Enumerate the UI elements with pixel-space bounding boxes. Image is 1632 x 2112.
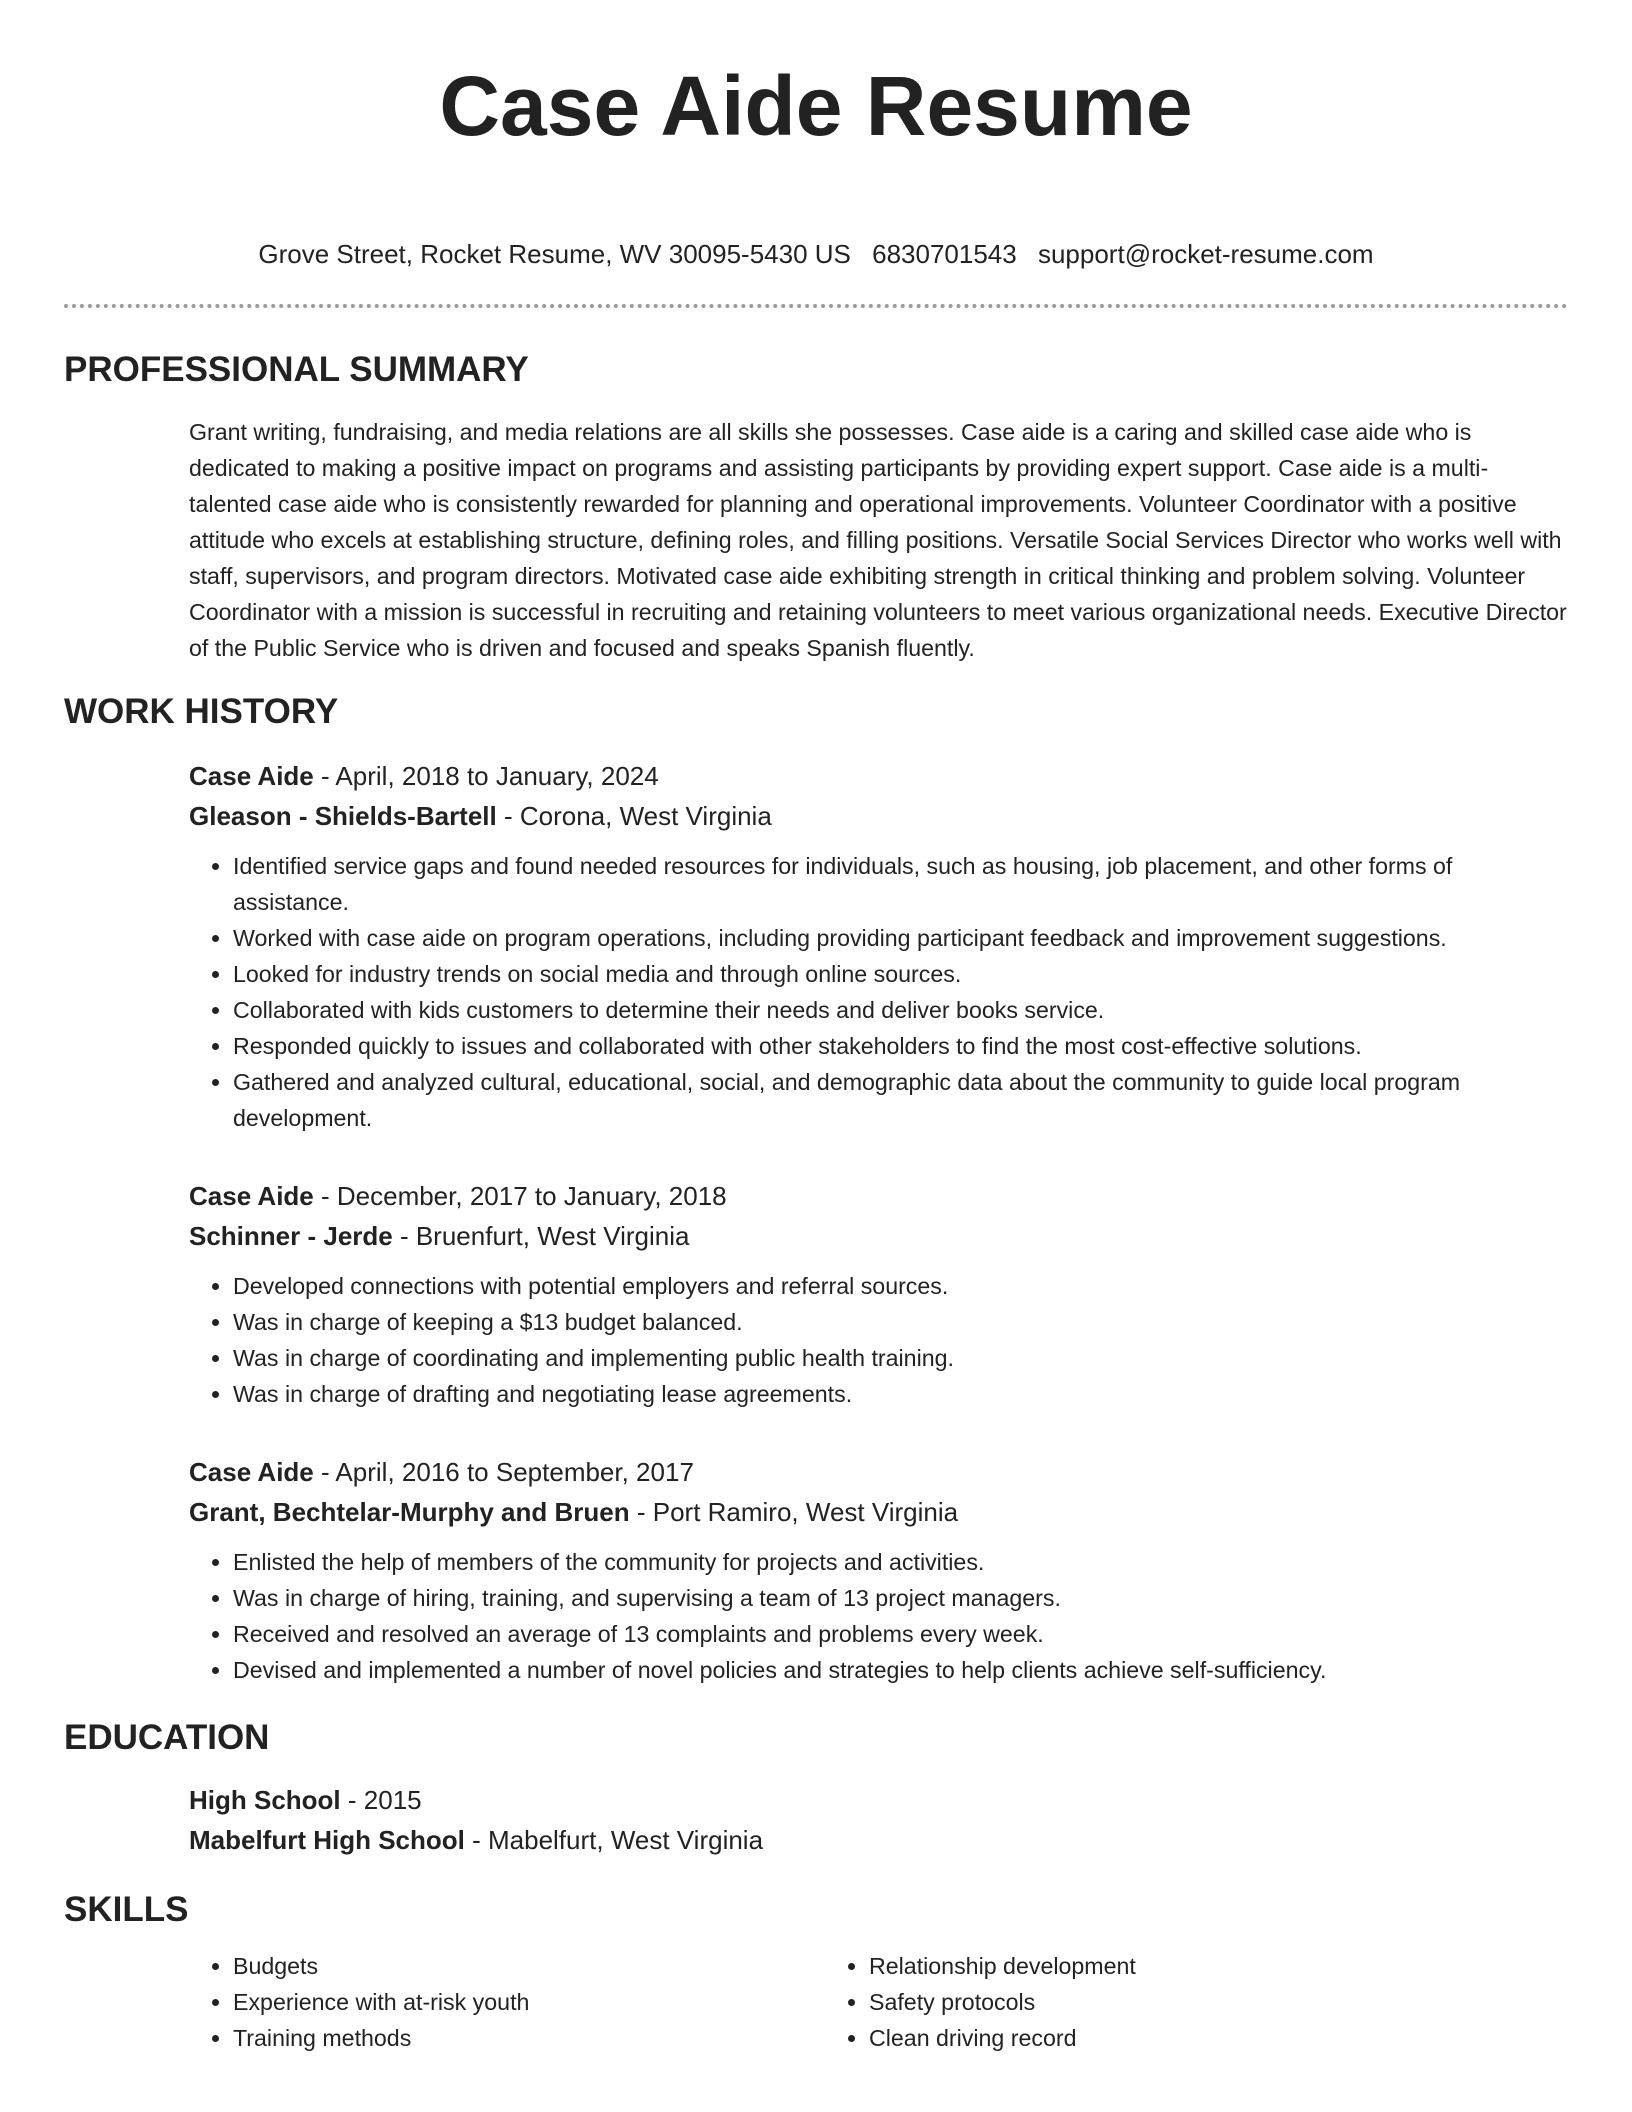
section-title-education: EDUCATION — [64, 1718, 270, 1757]
education-school-line — [189, 1820, 1568, 1860]
job-bullet: • Gathered and analyzed cultural, educational, social, and demographic data about the community to guide local program development. — [233, 1064, 1568, 1136]
job-dates: - December, 2017 to January, 2018 — [313, 1181, 727, 1211]
job-company: Grant, Bechtelar-Murphy and Bruen — [189, 1497, 630, 1527]
education-entry — [189, 1780, 1568, 1860]
job-company-line — [189, 796, 1568, 836]
job-company: Gleason - Shields-Bartell — [189, 801, 497, 831]
job-title: Case Aide — [189, 1457, 314, 1487]
job-dates: - April, 2016 to September, 2017 — [313, 1457, 694, 1487]
job-entry — [189, 756, 1568, 1136]
resume-name: Case Aide Resume — [439, 59, 1193, 153]
summary-text: Grant writing, fundraising, and media relations are all skills she possesses. Case aide is a caring and skilled case aide who is dedicated to making a positive impact on programs and assisting participants by providing expert support. Case aide is a multi-talented case aide who is consistently rewarded for planning and operational improvements. Volunteer Coordinator with a positive attitude who excels at establishing structure, defining roles, and filling positions. Versatile Social Services Director who works well with staff, supervisors, and program directors. Motivated case aide exhibiting strength in critical thinking and problem solving. Volunteer Coordinator with a mission is successful in recruiting and retaining volunteers to meet various organizational needs. Executive Director of the Public Service who is driven and focused and speaks Spanish fluently. — [189, 419, 1567, 661]
job-bullet: • Was in charge of coordinating and implementing public health training. — [233, 1340, 1568, 1376]
job-bullet: • Collaborated with kids customers to determine their needs and deliver books service. — [233, 992, 1568, 1028]
job-title-line — [189, 1452, 1568, 1492]
skill-item: • Safety protocols — [869, 1984, 1465, 2020]
job-bullet: • Responded quickly to issues and collaborated with other stakeholders to find the most cost-effective solutions. — [233, 1028, 1568, 1064]
job-title: Case Aide — [189, 1181, 314, 1211]
skill-item: • Experience with at-risk youth — [233, 1984, 825, 2020]
job-bullet: • Devised and implemented a number of novel policies and strategies to help clients achieve self-sufficiency. — [233, 1652, 1568, 1688]
skill-item: • Training methods — [233, 2020, 825, 2056]
job-location: - Bruenfurt, West Virginia — [392, 1221, 690, 1251]
job-company-line — [189, 1216, 1568, 1256]
contact-phone: 6830701543 — [872, 239, 1017, 269]
job-bullets — [189, 1544, 1568, 1688]
skill-item: • Budgets — [233, 1948, 825, 1984]
job-bullet: • Was in charge of hiring, training, and supervising a team of 13 project managers. — [233, 1580, 1568, 1616]
job-bullet: • Enlisted the help of members of the community for projects and activities. — [233, 1544, 1568, 1580]
job-location: - Corona, West Virginia — [496, 801, 772, 831]
job-title-line — [189, 1176, 1568, 1216]
education-degree-line — [189, 1780, 1568, 1820]
job-title-line — [189, 756, 1568, 796]
header-divider — [64, 304, 1568, 308]
skill-item: • Clean driving record — [869, 2020, 1465, 2056]
job-bullet: • Identified service gaps and found needed resources for individuals, such as housing, job placement, and other forms of assistance. — [233, 848, 1568, 920]
skills-list — [189, 1948, 1568, 2056]
job-bullet: • Was in charge of drafting and negotiating lease agreements. — [233, 1376, 1568, 1412]
education-school: Mabelfurt High School — [189, 1825, 465, 1855]
job-bullet: • Received and resolved an average of 13 complaints and problems every week. — [233, 1616, 1568, 1652]
section-title-skills: SKILLS — [64, 1890, 189, 1929]
job-bullets — [189, 1268, 1568, 1412]
job-bullet: • Developed connections with potential employers and referral sources. — [233, 1268, 1568, 1304]
contact-line — [64, 236, 1568, 272]
job-entry — [189, 1176, 1568, 1412]
work-history — [189, 756, 1568, 1688]
job-company: Schinner - Jerde — [189, 1221, 393, 1251]
job-location: - Port Ramiro, West Virginia — [629, 1497, 959, 1527]
job-company-line — [189, 1492, 1568, 1532]
job-title: Case Aide — [189, 761, 314, 791]
education-degree: High School — [189, 1785, 341, 1815]
section-title-work-history: WORK HISTORY — [64, 692, 339, 731]
contact-email: support@rocket-resume.com — [1037, 239, 1374, 269]
job-entry — [189, 1452, 1568, 1688]
education-year: - 2015 — [340, 1785, 422, 1815]
contact-address: Grove Street, Rocket Resume, WV 30095-5430 US — [258, 239, 851, 269]
section-title-summary: PROFESSIONAL SUMMARY — [64, 350, 529, 389]
education-location: - Mabelfurt, West Virginia — [464, 1825, 764, 1855]
skills-column-left — [189, 1948, 825, 2056]
job-bullet: • Looked for industry trends on social media and through online sources. — [233, 956, 1568, 992]
job-bullet: • Worked with case aide on program operations, including providing participant feedback and improvement suggestions. — [233, 920, 1568, 956]
job-dates: - April, 2018 to January, 2024 — [313, 761, 659, 791]
job-bullet: • Was in charge of keeping a $13 budget balanced. — [233, 1304, 1568, 1340]
skill-item: • Relationship development — [869, 1948, 1465, 1984]
job-bullets — [189, 848, 1568, 1136]
skills-column-right — [825, 1948, 1465, 2056]
